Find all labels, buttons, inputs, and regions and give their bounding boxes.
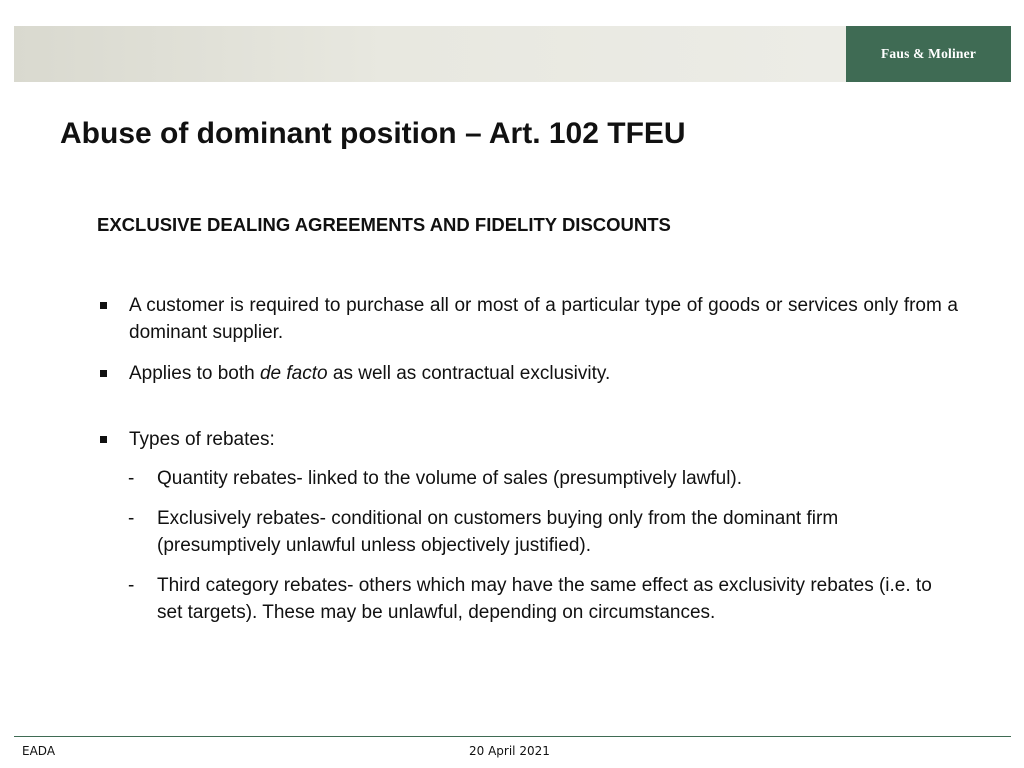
bullet-list-item [97,360,958,387]
sub-item-text: Third category rebates- others which may have the same effect as exclusivity rebates (i.e. to set targets). These may be unlawful, depending on circumstances. [157,575,932,623]
bullet-text: A customer is required to purchase all or most of a particular type of goods or services only from a dominant supplier. [129,295,958,343]
sub-list-item [128,465,948,492]
footer-date: 20 April 2021 [469,744,550,758]
slide-title: Abuse of dominant position – Art. 102 TFEU [60,117,686,150]
footer-organization: EADA [22,744,56,758]
dash-marker: - [128,575,135,596]
square-bullet-icon [100,436,107,443]
sub-item-text: Quantity rebates- linked to the volume of sales (presumptively lawful). [157,468,743,489]
dash-marker: - [128,508,135,529]
bullet-text-part: Applies to both [129,363,260,384]
sub-item-text: Exclusively rebates- conditional on customers buying only from the dominant firm (presumptively unlawful unless objectively justified). [157,508,839,556]
section-heading: EXCLUSIVE DEALING AGREEMENTS AND FIDELITY DISCOUNTS [97,214,671,235]
brand-logo-text: Faus & Moliner [880,46,977,61]
bullet-text [129,360,958,387]
bullet-list-item [97,292,958,346]
rebate-types-list [128,465,948,639]
sub-list-item [128,505,948,559]
bullet-text-italic: de facto [259,363,328,384]
square-bullet-icon [100,370,107,377]
sub-list-item [128,572,948,626]
brand-logo-box [846,26,1011,82]
square-bullet-icon [100,302,107,309]
bullet-text-part: as well as contractual exclusivity. [327,363,611,384]
dash-marker: - [128,468,135,489]
footer-divider [14,736,1011,737]
bullet-text: Types of rebates: [129,429,275,450]
bullet-list-item [97,426,958,453]
header-band [14,26,846,82]
